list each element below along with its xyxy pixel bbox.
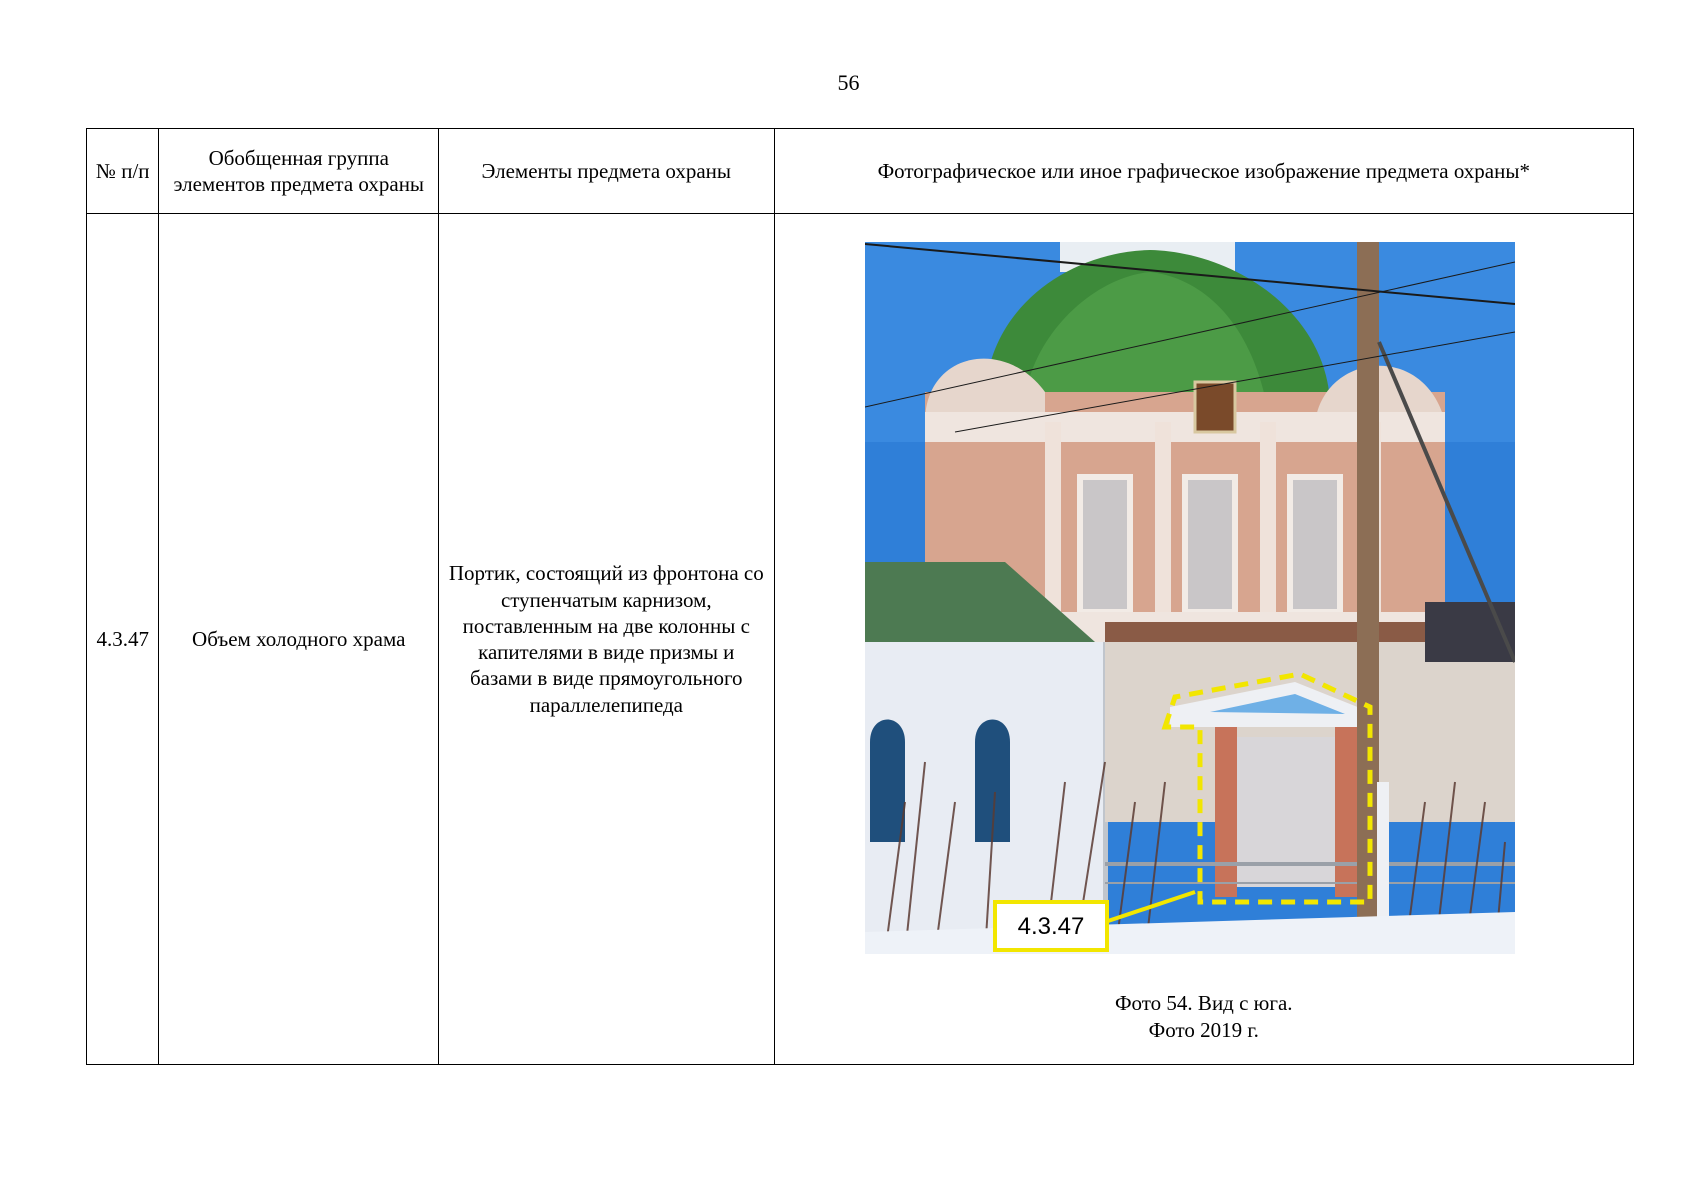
photo-portico-column-right xyxy=(1335,727,1357,897)
page-number: 56 xyxy=(837,70,860,95)
photo-portico-column-left xyxy=(1215,727,1237,897)
photo-caption xyxy=(775,990,1633,1045)
cell-elements: Портик, состоящий из фронтона со ступенчатым карнизом, поставленным на две колонны с капителями в виде призмы и базами в виде прямоугольного параллелепипеда xyxy=(439,214,774,1065)
highlight-label: 4.3.47 xyxy=(1017,913,1084,940)
cell-number: 4.3.47 xyxy=(87,214,159,1065)
table-header-row xyxy=(87,129,1634,214)
header-number: № п/п xyxy=(87,129,159,214)
cell-group: Объем холодного храма xyxy=(159,214,439,1065)
header-elements: Элементы предмета охраны xyxy=(439,129,774,214)
protection-table xyxy=(86,128,1634,1065)
header-group: Обобщенная группа элементов предмета охраны xyxy=(159,129,439,214)
cell-photo xyxy=(774,214,1633,1065)
church-photo xyxy=(865,242,1515,954)
photo-caption-line-1: Фото 54. Вид с юга. xyxy=(1114,991,1293,1015)
table-row xyxy=(87,214,1634,1065)
photo-caption-line-2: Фото 2019 г. xyxy=(1148,1018,1259,1043)
header-photo: Фотографическое или иное графическое изображение предмета охраны* xyxy=(774,129,1633,214)
